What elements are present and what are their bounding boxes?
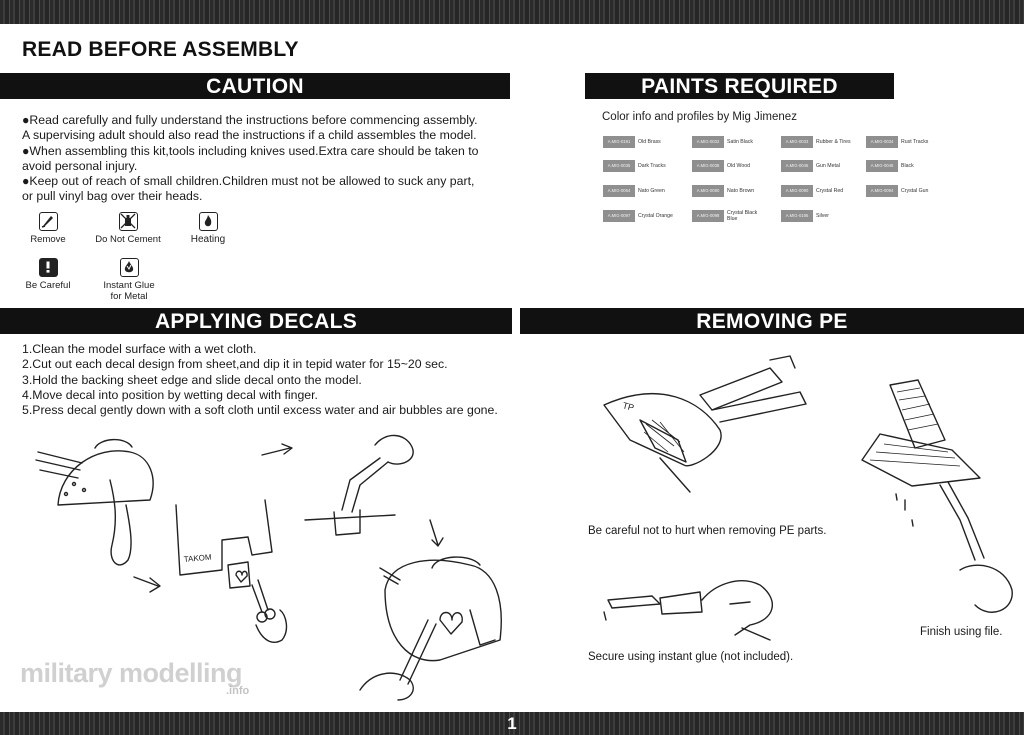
removing-pe-heading: REMOVING PE — [520, 308, 1024, 334]
caution-line: or pull vinyl bag over their heads. — [22, 189, 203, 204]
paint-name: Black — [901, 163, 914, 169]
paint-name: Silver — [816, 213, 829, 219]
page-number: 1 — [507, 714, 517, 733]
takom-sheet-label: TAKOM — [183, 552, 212, 564]
paint-code: A.MIG-0064 — [603, 185, 635, 197]
caution-line: A supervising adult should also read the instructions if a child assembles the model. — [22, 128, 477, 143]
paint-code: A.MIG-0046 — [866, 160, 898, 172]
pe-caption-file: Finish using file. — [920, 626, 1003, 638]
paint-name: Crystal Gun — [901, 188, 929, 194]
decal-sheet-illustration — [176, 444, 292, 642]
decal-step: 2.Cut out each decal design from sheet,and dip it in tepid water for 15~20 sec. — [22, 357, 448, 372]
caution-line: ●When assembling this kit,tools including knives used.Extra care should be taken to — [22, 143, 479, 158]
paint-name: Rust Tracks — [901, 139, 929, 145]
caution-line: avoid personal injury. — [22, 158, 138, 173]
paint-name: Nato Green — [638, 188, 665, 194]
paint-code: A.MIG-0035 — [603, 160, 635, 172]
pe-glue-illustration — [604, 581, 772, 640]
paint-name: Crystal Black Blue — [727, 210, 758, 222]
paint-code: A.MIG-0034 — [866, 136, 898, 148]
caution-line: ●Read carefully and fully understand the instructions before commencing assembly. — [22, 113, 478, 127]
symbol-label: Heating — [190, 234, 226, 245]
paints-subtitle: Color info and profiles by Mig Jimenez — [602, 111, 797, 123]
watermark-logo: military modelling — [20, 658, 243, 688]
turret-decal-illustration — [360, 557, 501, 700]
decal-step: 3.Hold the backing sheet edge and slide decal onto the model. — [22, 372, 362, 387]
pe-caption-careful: Be careful not to hurt when removing PE parts. — [588, 525, 827, 537]
symbol-label: for Metal — [110, 291, 148, 302]
paint-name: Dark Tracks — [638, 163, 666, 169]
paint-code: A.MIG-0032 — [692, 136, 724, 148]
paint-code: A.MIG-0097 — [603, 210, 635, 222]
water-dip-illustration — [305, 435, 443, 546]
paint-code: A.MIG-0090 — [781, 185, 813, 197]
paint-name: Nato Brown — [727, 188, 755, 194]
pe-cutting-illustration — [604, 356, 806, 492]
paint-name: Old Wood — [727, 163, 750, 169]
paint-name: Crystal Red — [816, 188, 844, 194]
paints-heading: PAINTS REQUIRED — [585, 73, 894, 99]
symbol-label: Instant Glue — [103, 280, 155, 291]
paint-code: A.MIG-0045 — [781, 160, 813, 172]
paint-code: A.MIG-0195 — [781, 210, 813, 222]
decal-step: 1.Clean the model surface with a wet cloth. — [22, 342, 257, 356]
caution-line: ●Keep out of reach of small children.Children must not be allowed to suck any part, — [22, 174, 475, 189]
symbol-label: Remove — [30, 234, 66, 245]
paint-code: A.MIG-0094 — [866, 185, 898, 197]
pe-caption-glue: Secure using instant glue (not included). — [588, 651, 794, 663]
paint-name: Rubber & Tires — [816, 139, 851, 145]
decals-heading: APPLYING DECALS — [0, 308, 512, 334]
caution-heading: CAUTION — [0, 73, 510, 99]
paint-name: Crystal Orange — [638, 213, 673, 219]
paint-code: A.MIG-0098 — [692, 210, 724, 222]
pe-hatching — [644, 388, 960, 466]
decal-step: 5.Press decal gently down with a soft cloth until excess water and air bubbles are gone. — [22, 403, 498, 418]
turret-cleaning-illustration — [36, 440, 160, 592]
pe-file-illustration — [862, 380, 1012, 612]
paint-code: A.MIG-0033 — [781, 136, 813, 148]
tp-tool-label: TP — [621, 400, 636, 413]
watermark-suffix: .info — [226, 685, 250, 697]
paint-code: A.MIG-0038 — [692, 160, 724, 172]
symbol-label: Do Not Cement — [95, 234, 161, 245]
paint-code: A.MIG-0080 — [692, 185, 724, 197]
paint-name: Gun Metal — [816, 163, 840, 169]
symbol-label: Be Careful — [25, 280, 71, 291]
paint-name: Satin Black — [727, 139, 753, 145]
paint-code: A.MIG-0191 — [603, 136, 635, 148]
paint-name: Old Brass — [638, 139, 661, 145]
decal-step: 4.Move decal into position by wetting decal with finger. — [22, 387, 318, 402]
page-title: READ BEFORE ASSEMBLY — [22, 38, 299, 61]
